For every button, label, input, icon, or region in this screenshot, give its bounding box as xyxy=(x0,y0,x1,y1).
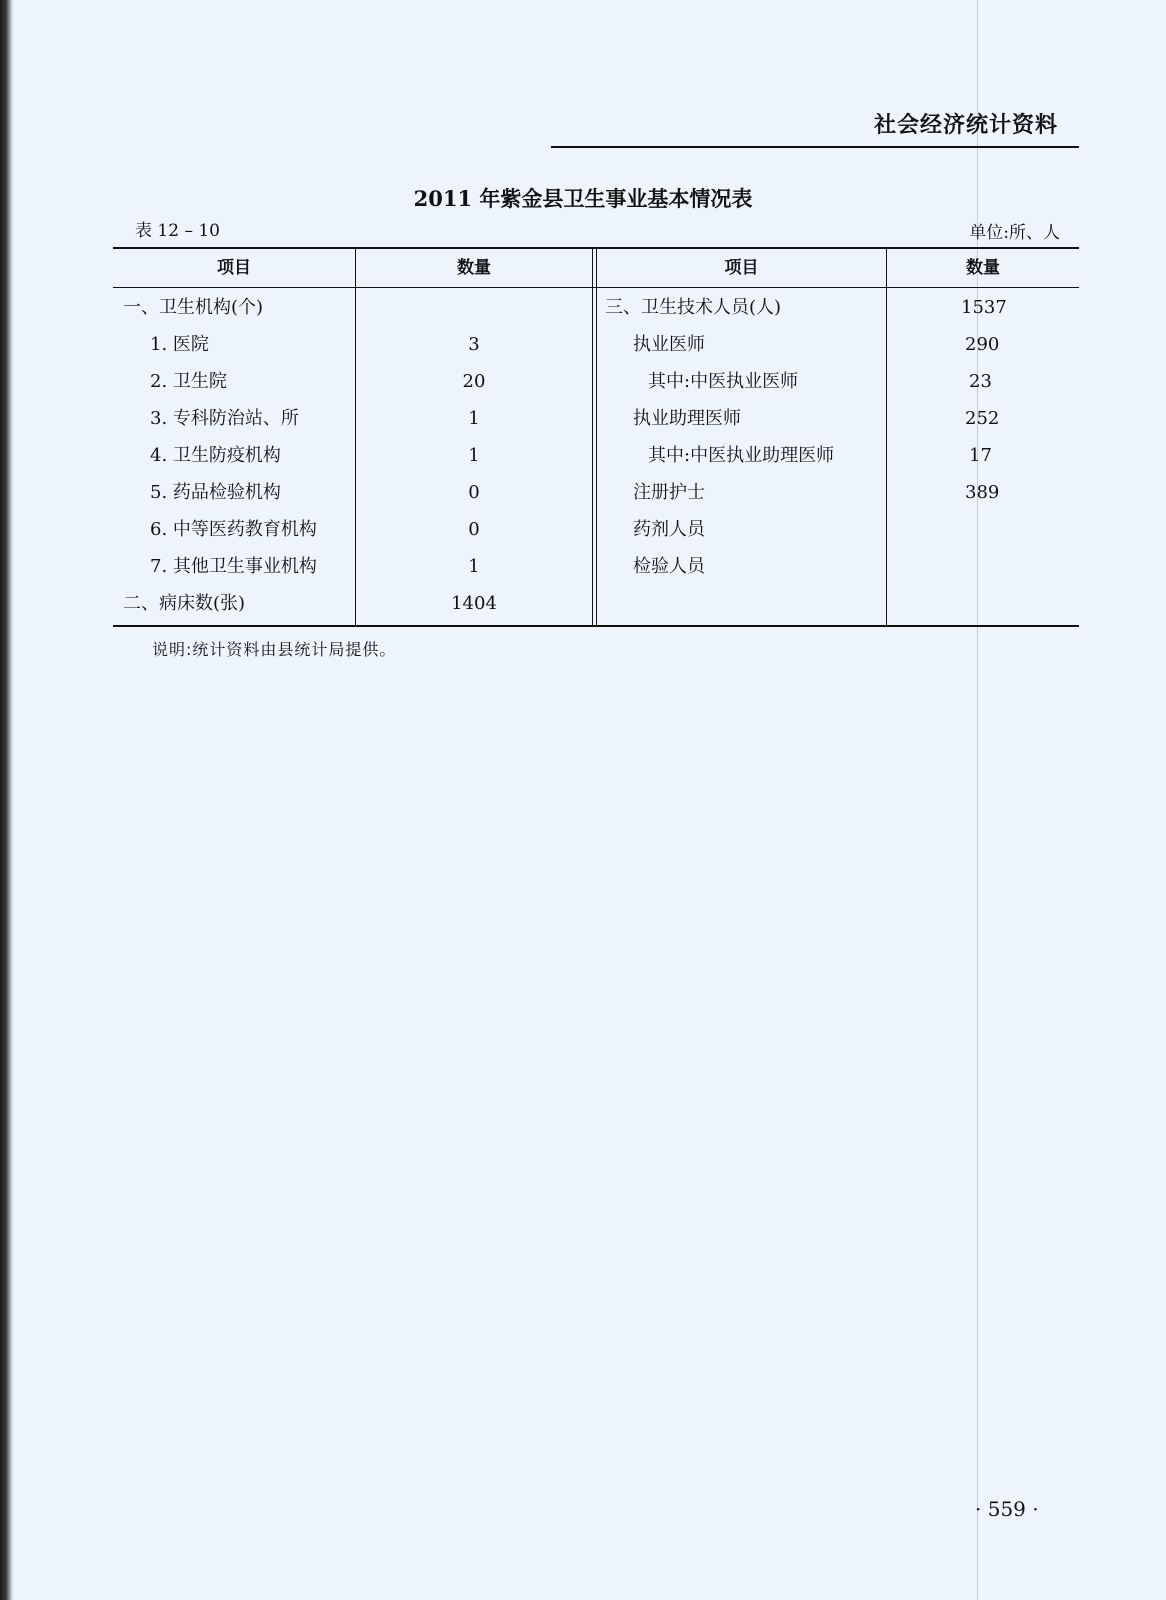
right-row-value: 290 xyxy=(965,334,1000,355)
right-row-value: 252 xyxy=(965,408,1000,429)
right-row-item: 药剂人员 xyxy=(633,519,705,540)
left-row-item: 7. 其他卫生事业机构 xyxy=(150,556,317,577)
page-number: · 559 · xyxy=(975,1497,1039,1521)
right-row-item: 其中:中医执业助理医师 xyxy=(648,445,835,466)
right-row-value: 17 xyxy=(969,445,992,466)
left-row-item: 2. 卫生院 xyxy=(150,371,227,392)
left-row-item: 3. 专科防治站、所 xyxy=(150,408,299,429)
left-row-item: 5. 药品检验机构 xyxy=(150,482,281,503)
left-row-value: 0 xyxy=(468,519,480,540)
right-row-item: 三、卫生技术人员(人) xyxy=(605,297,782,318)
right-row-value: 23 xyxy=(969,371,992,392)
table-number: 表 12 – 10 xyxy=(135,221,220,241)
left-row-value: 0 xyxy=(468,482,480,503)
left-row-value: 1 xyxy=(468,445,480,466)
left-row-value: 1 xyxy=(468,556,480,577)
right-row-item: 注册护士 xyxy=(633,482,705,503)
table-title: 2011 年紫金县卫生事业基本情况表 xyxy=(413,186,753,211)
right-row-item: 其中:中医执业医师 xyxy=(648,371,799,392)
left-row-item: 二、病床数(张) xyxy=(123,593,246,614)
header-right-value: 数量 xyxy=(966,258,1000,278)
scan-edge-shadow xyxy=(0,0,14,1600)
left-row-item: 6. 中等医药教育机构 xyxy=(150,519,317,540)
unit-label: 单位:所、人 xyxy=(969,223,1060,243)
left-row-value: 20 xyxy=(462,371,486,392)
right-row-item: 执业助理医师 xyxy=(633,408,741,429)
right-row-value: 1537 xyxy=(961,297,1007,318)
left-row-item: 1. 医院 xyxy=(150,334,209,355)
table-note: 说明:统计资料由县统计局提供。 xyxy=(152,640,397,659)
left-row-value: 3 xyxy=(468,334,480,355)
header-rule xyxy=(551,146,1079,148)
right-row-value: 389 xyxy=(965,482,1000,503)
header-left-item: 项目 xyxy=(217,258,251,278)
statistics-table xyxy=(113,247,1079,627)
left-row-item: 4. 卫生防疫机构 xyxy=(150,445,281,466)
left-row-value: 1404 xyxy=(451,593,497,614)
column-divider xyxy=(886,249,887,625)
right-row-item: 检验人员 xyxy=(633,556,705,577)
header-row-rule xyxy=(113,287,1079,288)
running-head: 社会经济统计资料 xyxy=(873,113,1058,138)
left-row-value xyxy=(356,289,592,326)
double-divider-b xyxy=(596,249,597,625)
right-row-item: 执业医师 xyxy=(633,334,705,355)
left-row-item: 一、卫生机构(个) xyxy=(123,297,264,318)
double-divider-a xyxy=(592,249,593,625)
left-row-value: 1 xyxy=(468,408,480,429)
header-left-value: 数量 xyxy=(457,258,491,278)
header-right-item: 项目 xyxy=(724,258,759,278)
